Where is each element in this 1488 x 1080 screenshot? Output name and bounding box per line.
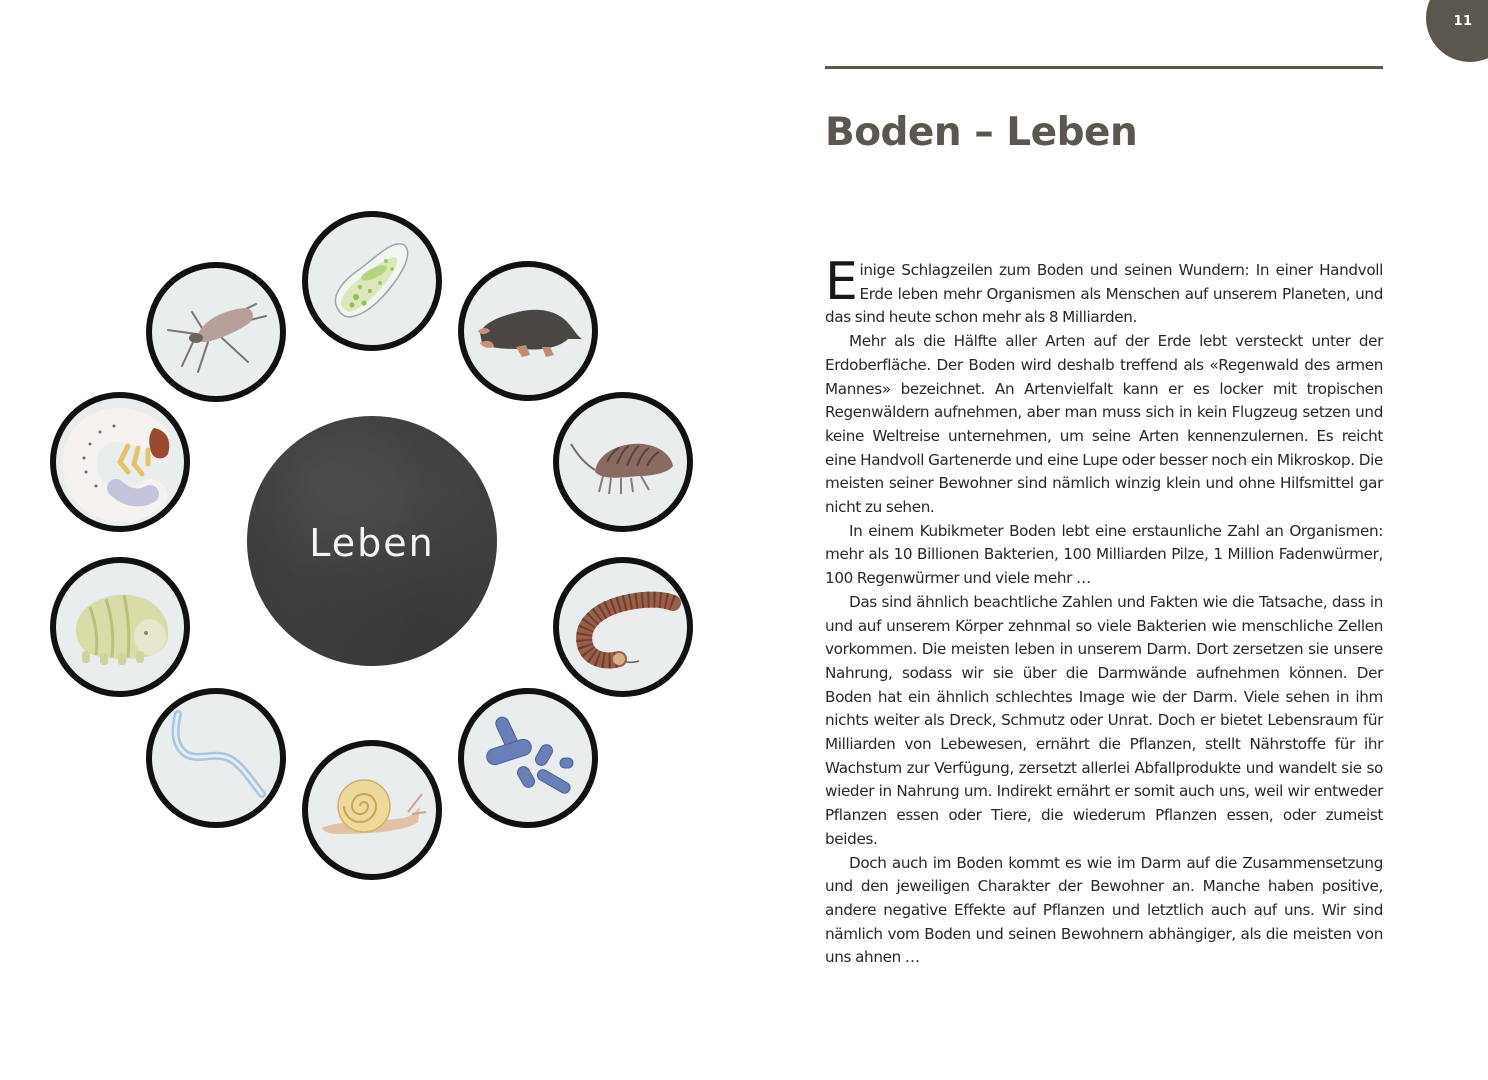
paragraph-5: Doch auch im Boden kommt es wie im Darm auf die Zusammensetzung und den jeweiligen Charakter der Bewohner an. Manche haben positive, andere negative Effekte auf Pflanzen und letztlich auch auf uns. Wir sind nämlich vom Boden und seinen Bewohnern abhängiger, als die meisten von uns ahnen … — [825, 853, 1383, 967]
protozoan-icon — [308, 217, 436, 345]
article-body — [825, 252, 1383, 970]
grub-icon — [56, 398, 184, 526]
page-title: Boden – Leben — [825, 110, 1138, 155]
organism-bacteria — [458, 688, 598, 828]
organism-woodlouse — [553, 392, 693, 532]
center-label: Leben — [309, 521, 435, 565]
organism-protozoan — [302, 211, 442, 351]
organism-beetle — [146, 262, 286, 402]
beetle-icon — [152, 268, 280, 396]
organism-mole — [458, 261, 598, 401]
millipede-icon — [559, 563, 687, 691]
paragraph-2: Mehr als die Hälfte aller Arten auf der Erde lebt versteckt unter der Erdoberfläche. Der Boden wird deshalb treffend als «Regenwald des armen Mannes» bezeichnet. An Artenvielfalt kann er es locker mit tropischen Regenwäldern aufnehmen, aber man muss sich in kein Flugzeug setzen und keine Weltreise unternehmen, um seine Arten kennenzulernen. Es reicht eine Handvoll Gartenerde und eine Lupe oder besser noch ein Mikroskop. Die meisten seiner Bewohner sind nämlich winzig klein und ohne Hilfsmittel gar nicht zu sehen. — [825, 332, 1383, 517]
page-number: 11 — [1453, 14, 1473, 29]
mole-icon — [464, 267, 592, 395]
organism-millipede — [553, 557, 693, 697]
paragraph-4: Das sind ähnlich beachtliche Zahlen und Fakten wie die Tatsache, dass in und auf unserem Körper zehnmal so viele Bakterien wie menschliche Zellen vorkommen. Die meisten leben in unserem Darm. Dort zersetzen sie unsere Nahrung, sodass wir sie über die Darmwände aufnehmen können. Der Boden hat ein ähnlich schlechtes Image wie der Darm. Viele sehen in ihm nichts weiter als Dreck, Schmutz oder Unrat. Doch er bietet Lebensraum für Milliarden von Lebewesen, ernährt die Pflanzen, stellt Nährstoffe für ihr Wachstum zur Verfügung, zersetzt allerlei Abfallprodukte und wandelt sie so wieder in Nahrung um. Indirekt ernährt er somit auch uns, weil wir entweder Pflanzen essen oder Tiere, die wiederum Pflanzen essen, oder zumeist beides. — [825, 592, 1383, 848]
paragraph-3: In einem Kubikmeter Boden lebt eine erstaunliche Zahl an Organismen: mehr als 10 Billionen Bakterien, 100 Milliarden Pilze, 1 Million Fadenwürmer, 100 Regenwürmer und viele mehr … — [825, 521, 1383, 588]
organism-snail — [302, 740, 442, 880]
paragraph-1: Einige Schlagzeilen zum Boden und seinen Wundern: In einer Handvoll Erde leben mehr Organismen als Menschen auf unserem Planeten, und das sind heute schon mehr als 8 Milliarden. — [825, 252, 1383, 327]
organism-grub — [50, 392, 190, 532]
woodlouse-icon — [559, 398, 687, 526]
nematode-icon — [152, 694, 280, 822]
tardigrade-icon — [56, 563, 184, 691]
center-circle — [247, 416, 497, 666]
bacteria-icon — [464, 694, 592, 822]
organism-nematode — [146, 688, 286, 828]
drop-cap: E — [825, 252, 858, 312]
organism-tardigrade — [50, 557, 190, 697]
header-rule — [825, 66, 1383, 69]
page-number-badge — [1426, 0, 1488, 62]
snail-icon — [308, 746, 436, 874]
